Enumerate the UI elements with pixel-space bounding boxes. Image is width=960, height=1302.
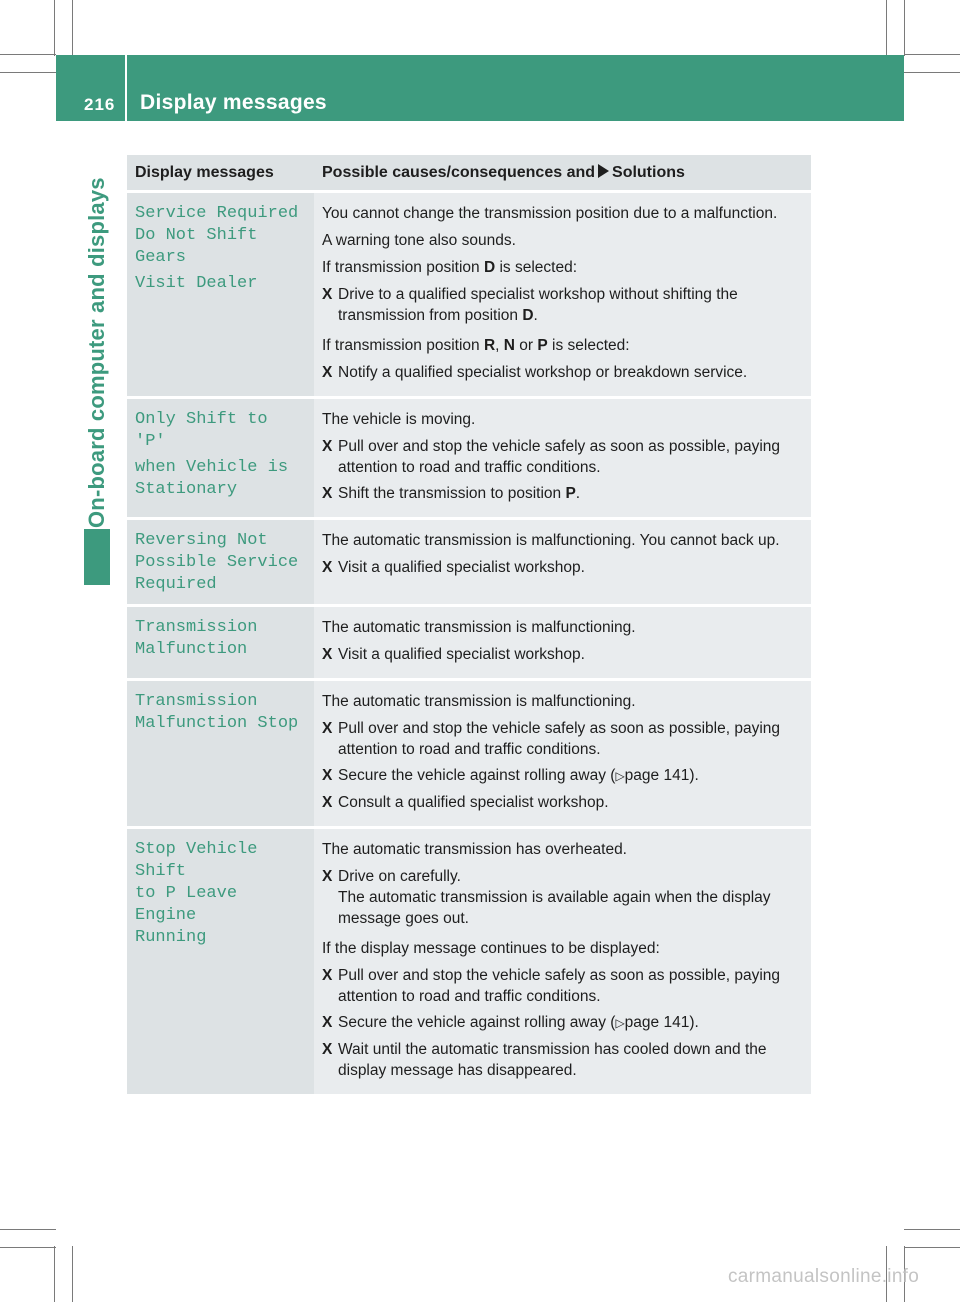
- step-text: Secure the vehicle against rolling away (: [338, 767, 616, 784]
- table-row: [127, 680, 811, 828]
- message-cell: [127, 828, 314, 1095]
- display-message: Visit Dealer: [135, 274, 258, 293]
- solution-step: [322, 362, 805, 383]
- message-cell: [127, 606, 314, 680]
- column-header-solutions-label: Solutions: [612, 164, 685, 181]
- table-header-row: [127, 155, 811, 192]
- solution-step: [322, 866, 805, 929]
- crop-mark: [54, 1246, 55, 1302]
- condition-part: is selected:: [495, 259, 578, 276]
- display-message: Stop Vehicle Shift to P Leave Engine Running: [135, 840, 258, 947]
- step-marker-icon: X: [322, 1014, 333, 1031]
- cause-text: You cannot change the transmission position due to a malfunction.: [322, 205, 778, 222]
- solution-step: [322, 965, 805, 1007]
- solution-step: [322, 765, 805, 787]
- watermark: carmanualsonline.info: [728, 1266, 920, 1287]
- cause-text: A warning tone also sounds.: [322, 232, 516, 249]
- crop-mark: [0, 54, 56, 55]
- page-number: 216: [84, 95, 116, 114]
- step-text: Shift the transmission to position: [338, 485, 566, 502]
- step-marker-icon: X: [322, 646, 333, 663]
- step-marker-icon: X: [322, 767, 333, 784]
- page-reference-icon: ▷: [615, 1016, 625, 1030]
- gear-letter: R: [483, 337, 496, 354]
- table-row: [127, 192, 811, 398]
- gear-letter: P: [565, 485, 576, 502]
- crop-mark: [0, 1247, 56, 1248]
- display-message: Transmission Malfunction: [135, 618, 258, 659]
- crop-mark: [904, 72, 960, 73]
- step-text: Visit a qualified specialist workshop.: [338, 559, 585, 576]
- crop-mark: [0, 1229, 56, 1230]
- solution-step: [322, 718, 805, 760]
- step-text: Pull over and stop the vehicle safely as soon as possible, paying attention to road and traffic conditions.: [338, 967, 781, 1005]
- step-text: .: [575, 485, 581, 502]
- step-marker-icon: X: [322, 286, 333, 303]
- step-text: Notify a qualified specialist workshop or breakdown service.: [338, 364, 748, 381]
- crop-mark: [904, 1247, 960, 1248]
- display-message: Only Shift to 'P': [135, 410, 278, 451]
- crop-mark: [72, 1246, 73, 1302]
- step-marker-icon: X: [322, 438, 333, 455]
- header-divider: [125, 55, 127, 121]
- solution-cell: [314, 606, 811, 680]
- column-header-causes: Possible causes/consequences and: [322, 164, 596, 181]
- step-text: Secure the vehicle against rolling away (: [338, 1014, 616, 1031]
- step-text: Visit a qualified specialist workshop.: [338, 646, 585, 663]
- step-marker-icon: X: [322, 967, 333, 984]
- step-marker-icon: X: [322, 868, 333, 885]
- step-text: Consult a qualified specialist workshop.: [338, 794, 609, 811]
- solution-cell: [314, 680, 811, 828]
- crop-mark: [0, 72, 56, 73]
- gear-letter: D: [522, 307, 534, 324]
- display-messages-table: [127, 155, 811, 1094]
- column-header-messages: Display messages: [127, 155, 314, 192]
- step-text: .: [533, 307, 538, 324]
- cause-text: The automatic transmission is malfunctioning.: [322, 619, 636, 636]
- step-text: Drive to a qualified specialist workshop without shifting the transmission from position: [338, 286, 738, 324]
- solution-cell: [314, 828, 811, 1095]
- step-text: Wait until the automatic transmission has cooled down and the display message has disappeared.: [338, 1041, 767, 1079]
- step-marker-icon: X: [322, 485, 333, 502]
- page-header: [56, 55, 904, 121]
- crop-mark: [886, 0, 887, 56]
- condition-part: If transmission position: [322, 337, 484, 354]
- solution-cell: [314, 519, 811, 606]
- solution-cell: [314, 398, 811, 519]
- display-message: when Vehicle is Stationary: [135, 458, 289, 499]
- crop-mark: [54, 0, 55, 56]
- gear-letter: N: [503, 337, 515, 354]
- condition-part: If transmission position: [322, 259, 484, 276]
- crop-mark: [904, 0, 905, 56]
- message-cell: [127, 398, 314, 519]
- message-cell: [127, 680, 314, 828]
- solution-step: [322, 644, 805, 665]
- condition-part: or: [515, 337, 538, 354]
- step-marker-icon: X: [322, 1041, 333, 1058]
- arrow-right-icon: [598, 164, 609, 178]
- crop-mark: [904, 54, 960, 55]
- solution-step: [322, 483, 805, 504]
- condition-part: is selected:: [547, 337, 630, 354]
- step-note: The automatic transmission is available again when the display message goes out.: [338, 889, 771, 927]
- table-row: [127, 606, 811, 680]
- solution-step: [322, 1039, 805, 1081]
- step-text: Pull over and stop the vehicle safely as soon as possible, paying attention to road and traffic conditions.: [338, 438, 781, 476]
- message-cell: [127, 519, 314, 606]
- condition-part: ,: [495, 337, 504, 354]
- side-tab-marker: [84, 529, 110, 585]
- cause-text: The automatic transmission is malfunctioning. You cannot back up.: [322, 532, 780, 549]
- side-section-label: On-board computer and displays: [84, 177, 109, 528]
- page-title: Display messages: [140, 91, 327, 114]
- crop-mark: [72, 0, 73, 56]
- display-message: Reversing Not Possible Service Required: [135, 531, 299, 594]
- condition-text: If the display message continues to be displayed:: [322, 940, 660, 957]
- cause-text: The automatic transmission has overheated.: [322, 841, 627, 858]
- step-marker-icon: X: [322, 364, 333, 381]
- display-message: Transmission Malfunction Stop: [135, 692, 299, 733]
- step-marker-icon: X: [322, 794, 333, 811]
- solution-cell: [314, 192, 811, 398]
- solution-step: [322, 436, 805, 478]
- step-text: Pull over and stop the vehicle safely as soon as possible, paying attention to road and traffic conditions.: [338, 720, 781, 758]
- step-text: Drive on carefully.: [338, 868, 461, 885]
- gear-letter: D: [483, 259, 496, 276]
- condition-text: [322, 335, 805, 356]
- display-message: Service Required Do Not Shift Gears: [135, 204, 299, 267]
- solution-step: [322, 284, 805, 326]
- solution-step: [322, 1012, 805, 1034]
- solution-step: [322, 557, 805, 578]
- table-row: [127, 398, 811, 519]
- table-row: [127, 828, 811, 1095]
- cause-text: The vehicle is moving.: [322, 411, 476, 428]
- crop-mark: [904, 1229, 960, 1230]
- condition-text: [322, 257, 805, 278]
- page-reference-link[interactable]: page 141).: [624, 767, 699, 784]
- message-cell: [127, 192, 314, 398]
- step-marker-icon: X: [322, 720, 333, 737]
- column-header-solutions: [314, 155, 811, 192]
- solution-step: [322, 792, 805, 813]
- page-reference-link[interactable]: page 141).: [624, 1014, 699, 1031]
- gear-letter: P: [537, 337, 548, 354]
- cause-text: The automatic transmission is malfunctioning.: [322, 693, 636, 710]
- step-marker-icon: X: [322, 559, 333, 576]
- page-reference-icon: ▷: [615, 769, 625, 783]
- table-row: [127, 519, 811, 606]
